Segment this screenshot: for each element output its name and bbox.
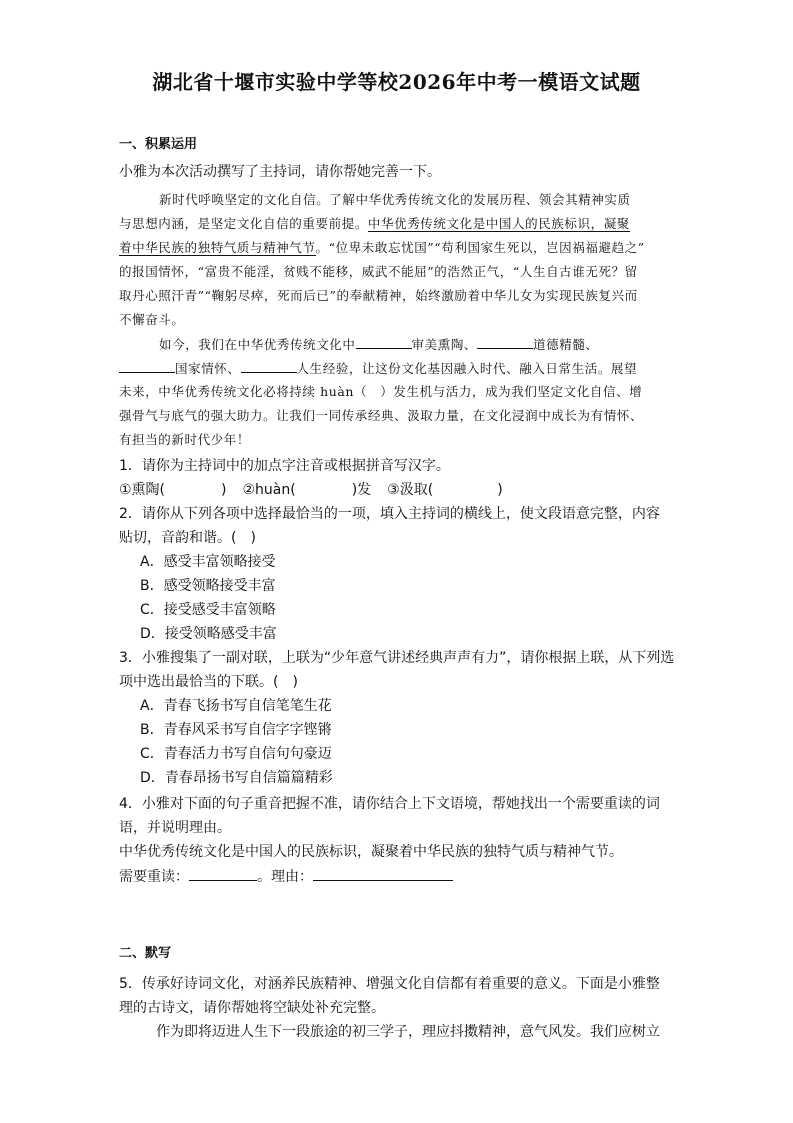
answer-close-b: )发 xyxy=(351,482,372,498)
passage-line: 未来，中华优秀传统文化必将持续 huàn（ ）发生机与活力，成为我们坚定文化自信、增 xyxy=(119,384,643,399)
passage-text: 人生经验，让这份文化基因融入时代、融入日常生活。展望 xyxy=(296,361,638,376)
fill-blank[interactable] xyxy=(356,334,412,349)
passage-text: 国家情怀、 xyxy=(175,361,241,376)
passage-line xyxy=(119,238,679,258)
option-b[interactable]: B．青春风采书写自信字字铿锵 xyxy=(140,722,332,738)
option-a[interactable]: A．青春飞扬书写自信笔笔生花 xyxy=(140,698,332,714)
question-2-prompt: 贴切，音韵和谐。( ) xyxy=(119,530,256,546)
underlined-sentence: 中华优秀传统文化是中国人的民族标识，凝聚 xyxy=(367,216,630,231)
option-c[interactable]: C．青春活力书写自信句句豪迈 xyxy=(140,746,332,762)
passage-text: 。“位卑未敢忘忧国”“苟利国家生死以，岂因祸福避趋之” xyxy=(315,240,645,255)
section-heading-dictation: 二、默写 xyxy=(119,946,172,961)
passage-line xyxy=(119,214,679,234)
answer-label-a: ①熏陶( xyxy=(119,482,166,498)
question-5-prompt: 理的古诗文，请你帮她将空缺处补充完整。 xyxy=(119,1000,385,1016)
question-5-prompt: 5．传承好诗词文化，对涵养民族精神、增强文化自信都有着重要的意义。下面是小雅整 xyxy=(119,976,660,992)
underlined-sentence: 着中华民族的独特气质与精神气节 xyxy=(119,240,316,255)
fill-blank[interactable] xyxy=(477,334,533,349)
option-d[interactable]: D．青春昂扬书写自信篇篇精彩 xyxy=(140,770,333,786)
option-b[interactable]: B．感受领略接受丰富 xyxy=(140,578,276,594)
passage-line: 的报国情怀，“富贵不能淫，贫贱不能移，威武不能屈”的浩然正气，“人生自古谁无死？留 xyxy=(119,264,638,279)
question-4-answer-line xyxy=(119,866,679,887)
passage-line: 取丹心照汗青”“鞠躬尽瘁，死而后已”的奉献精神，始终激励着中华儿女为实现民族复兴而 xyxy=(119,288,638,303)
passage-line: 有担当的新时代少年！ xyxy=(119,432,251,447)
answer-label-c: ③汲取( xyxy=(387,482,434,498)
passage-text: 如今，我们在中华优秀传统文化中 xyxy=(159,337,356,352)
fill-blank[interactable] xyxy=(119,358,175,373)
question-1-prompt: 1．请你为主持词中的加点字注音或根据拼音写汉字。 xyxy=(119,458,450,474)
question-4-prompt: 4．小雅对下面的句子重音把握不准，请你结合上下文语境，帮她找出一个需要重读的词 xyxy=(119,796,660,812)
reason-blank[interactable] xyxy=(313,866,453,881)
intro-line: 小雅为本次活动撰写了主持词，请你帮她完善一下。 xyxy=(119,164,441,180)
stress-word-blank[interactable] xyxy=(189,866,257,881)
stress-label: 需要重读： xyxy=(119,869,189,885)
option-d[interactable]: D．接受领略感受丰富 xyxy=(140,626,277,642)
passage-line xyxy=(119,334,719,355)
passage-line xyxy=(119,358,679,379)
question-4-prompt: 语，并说明理由。 xyxy=(119,820,231,836)
option-c[interactable]: C．接受感受丰富领略 xyxy=(140,602,276,618)
passage-line: 强骨气与底气的强大助力。让我们一同传承经典、汲取力量，在文化浸润中成长为有情怀、 xyxy=(119,408,644,423)
question-4-sentence: 中华优秀传统文化是中国人的民族标识，凝聚着中华民族的独特气质与精神气节。 xyxy=(119,844,623,860)
question-5-passage: 作为即将迈进人生下一段旅途的初三学子，理应抖擞精神，意气风发。我们应树立 xyxy=(156,1024,660,1040)
passage-line: 不懈奋斗。 xyxy=(119,312,185,327)
answer-label-b: ②huàn( xyxy=(242,482,296,498)
passage-text: 与思想内涵，是坚定文化自信的重要前提。 xyxy=(119,216,368,231)
answer-close-c: ) xyxy=(497,482,503,498)
passage-text: 审美熏陶、 xyxy=(411,337,478,352)
question-2-prompt: 2．请你从下列各项中选择最恰当的一项，填入主持词的横线上，使文段语意完整，内容 xyxy=(119,506,660,522)
page-title: 湖北省十堰市实验中学等校2026年中考一模语文试题 xyxy=(152,70,641,94)
question-1-answers xyxy=(119,480,679,500)
passage-text: 道德精髓、 xyxy=(533,337,599,352)
answer-close-a: ) xyxy=(221,482,227,498)
question-3-prompt: 项中选出最恰当的下联。( ) xyxy=(119,674,298,690)
section-heading-accumulation: 一、积累运用 xyxy=(119,137,198,152)
passage-line: 新时代呼唤坚定的文化自信。了解中华优秀传统文化的发展历程、领会其精神实质 xyxy=(159,192,631,207)
question-3-prompt: 3．小雅搜集了一副对联，上联为“少年意气讲述经典声声有力”，请你根据上联，从下列选 xyxy=(119,650,675,666)
reason-label: 。理由： xyxy=(257,869,313,885)
option-a[interactable]: A．感受丰富领略接受 xyxy=(140,554,276,570)
fill-blank[interactable] xyxy=(241,358,297,373)
